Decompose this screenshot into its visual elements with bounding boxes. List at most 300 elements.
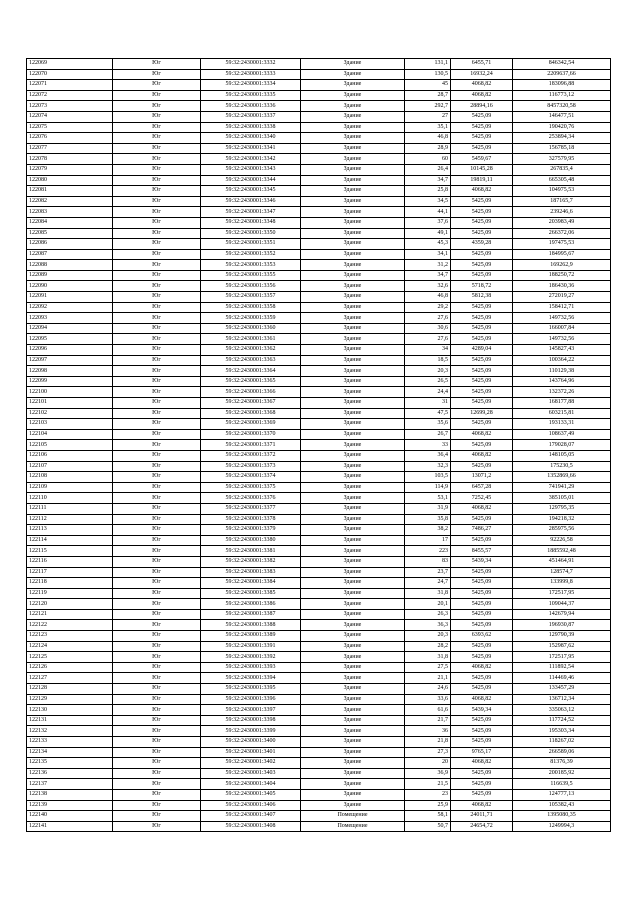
- object-type-cell: Здание: [301, 546, 405, 557]
- table-row: [27, 694, 611, 705]
- row-number-cell: 122107: [27, 461, 113, 472]
- object-type-cell: Здание: [301, 631, 405, 642]
- area-cell: 35,1: [405, 122, 451, 133]
- zone-cell: Юг: [113, 355, 201, 366]
- row-number-cell: 122137: [27, 779, 113, 790]
- table-row: [27, 143, 611, 154]
- zone-cell: Юг: [113, 186, 201, 197]
- cadastral-value-cell: 327579,95: [513, 154, 611, 165]
- row-number-cell: 122082: [27, 196, 113, 207]
- table-row: [27, 503, 611, 514]
- row-number-cell: 122099: [27, 376, 113, 387]
- cadastral-value-cell: 117724,52: [513, 715, 611, 726]
- specific-value-cell: 5425,09: [451, 143, 513, 154]
- specific-value-cell: 4289,04: [451, 345, 513, 356]
- zone-cell: Юг: [113, 196, 201, 207]
- object-type-cell: Здание: [301, 323, 405, 334]
- table-row: [27, 122, 611, 133]
- zone-cell: Юг: [113, 578, 201, 589]
- zone-cell: Юг: [113, 461, 201, 472]
- area-cell: 58,1: [405, 811, 451, 822]
- table-row: [27, 684, 611, 695]
- object-type-cell: Здание: [301, 450, 405, 461]
- table-row: [27, 366, 611, 377]
- specific-value-cell: 5425,09: [451, 366, 513, 377]
- cadastral-number-cell: 59:32:2430001:3373: [201, 461, 301, 472]
- cadastral-value-cell: 105382,43: [513, 800, 611, 811]
- object-type-cell: Здание: [301, 90, 405, 101]
- area-cell: 27,5: [405, 662, 451, 673]
- area-cell: 24,6: [405, 684, 451, 695]
- cadastral-value-cell: 109044,37: [513, 599, 611, 610]
- cadastral-number-cell: 59:32:2430001:3333: [201, 69, 301, 80]
- zone-cell: Юг: [113, 609, 201, 620]
- area-cell: 34: [405, 345, 451, 356]
- table-row: [27, 260, 611, 271]
- object-type-cell: Здание: [301, 578, 405, 589]
- row-number-cell: 122087: [27, 249, 113, 260]
- cadastral-value-cell: 149732,56: [513, 313, 611, 324]
- cadastral-number-cell: 59:32:2430001:3347: [201, 207, 301, 218]
- area-cell: 27,3: [405, 747, 451, 758]
- cadastral-number-cell: 59:32:2430001:3407: [201, 811, 301, 822]
- area-cell: 46,8: [405, 292, 451, 303]
- zone-cell: Юг: [113, 101, 201, 112]
- cadastral-value-cell: 184995,67: [513, 249, 611, 260]
- table-row: [27, 186, 611, 197]
- cadastral-value-cell: 186430,36: [513, 281, 611, 292]
- area-cell: 83: [405, 556, 451, 567]
- cadastral-number-cell: 59:32:2430001:3334: [201, 80, 301, 91]
- table-row: [27, 281, 611, 292]
- object-type-cell: Здание: [301, 366, 405, 377]
- cadastral-number-cell: 59:32:2430001:3396: [201, 694, 301, 705]
- cadastral-number-cell: 59:32:2430001:3344: [201, 175, 301, 186]
- object-type-cell: Здание: [301, 408, 405, 419]
- row-number-cell: 122106: [27, 450, 113, 461]
- specific-value-cell: 7252,45: [451, 493, 513, 504]
- specific-value-cell: 5459,67: [451, 154, 513, 165]
- zone-cell: Юг: [113, 641, 201, 652]
- row-number-cell: 122118: [27, 578, 113, 589]
- object-type-cell: Здание: [301, 302, 405, 313]
- object-type-cell: Здание: [301, 800, 405, 811]
- cadastral-number-cell: 59:32:2430001:3363: [201, 355, 301, 366]
- row-number-cell: 122128: [27, 684, 113, 695]
- object-type-cell: Здание: [301, 588, 405, 599]
- zone-cell: Юг: [113, 440, 201, 451]
- object-type-cell: Здание: [301, 292, 405, 303]
- area-cell: 35,6: [405, 419, 451, 430]
- specific-value-cell: 5425,09: [451, 684, 513, 695]
- specific-value-cell: 4068,82: [451, 450, 513, 461]
- cadastral-value-cell: 118267,02: [513, 737, 611, 748]
- cadastral-number-cell: 59:32:2430001:3392: [201, 652, 301, 663]
- table-row: [27, 737, 611, 748]
- object-type-cell: Здание: [301, 673, 405, 684]
- cadastral-value-cell: 846342,54: [513, 59, 611, 70]
- zone-cell: Юг: [113, 450, 201, 461]
- specific-value-cell: 5425,09: [451, 313, 513, 324]
- object-type-cell: Здание: [301, 684, 405, 695]
- row-number-cell: 122073: [27, 101, 113, 112]
- cadastral-value-cell: 267835,4: [513, 164, 611, 175]
- table-row: [27, 493, 611, 504]
- table-row: [27, 440, 611, 451]
- cadastral-value-cell: 172517,95: [513, 588, 611, 599]
- cadastral-value-cell: 116639,5: [513, 779, 611, 790]
- object-type-cell: Здание: [301, 779, 405, 790]
- zone-cell: Юг: [113, 323, 201, 334]
- object-type-cell: Здание: [301, 249, 405, 260]
- specific-value-cell: 5425,09: [451, 620, 513, 631]
- cadastral-number-cell: 59:32:2430001:3361: [201, 334, 301, 345]
- area-cell: 27: [405, 111, 451, 122]
- zone-cell: Юг: [113, 408, 201, 419]
- row-number-cell: 122103: [27, 419, 113, 430]
- table-row: [27, 398, 611, 409]
- cadastral-number-cell: 59:32:2430001:3376: [201, 493, 301, 504]
- zone-cell: Юг: [113, 620, 201, 631]
- cadastral-value-cell: 136712,34: [513, 694, 611, 705]
- specific-value-cell: 4068,82: [451, 503, 513, 514]
- row-number-cell: 122095: [27, 334, 113, 345]
- zone-cell: Юг: [113, 292, 201, 303]
- specific-value-cell: 5425,09: [451, 334, 513, 345]
- table-row: [27, 207, 611, 218]
- cadastral-number-cell: 59:32:2430001:3377: [201, 503, 301, 514]
- cadastral-value-cell: 193133,31: [513, 419, 611, 430]
- cadastral-value-cell: 266372,06: [513, 228, 611, 239]
- object-type-cell: Здание: [301, 122, 405, 133]
- cadastral-value-cell: 156785,18: [513, 143, 611, 154]
- object-type-cell: Здание: [301, 228, 405, 239]
- cadastral-number-cell: 59:32:2430001:3397: [201, 705, 301, 716]
- table-row: [27, 154, 611, 165]
- object-type-cell: Здание: [301, 503, 405, 514]
- area-cell: 28,9: [405, 143, 451, 154]
- cadastral-number-cell: 59:32:2430001:3335: [201, 90, 301, 101]
- cadastral-number-cell: 59:32:2430001:3357: [201, 292, 301, 303]
- table-row: [27, 217, 611, 228]
- cadastral-value-cell: 272019,27: [513, 292, 611, 303]
- zone-cell: Юг: [113, 313, 201, 324]
- object-type-cell: Здание: [301, 281, 405, 292]
- area-cell: 114,9: [405, 482, 451, 493]
- specific-value-cell: 5425,09: [451, 122, 513, 133]
- cadastral-number-cell: 59:32:2430001:3405: [201, 789, 301, 800]
- specific-value-cell: 5425,09: [451, 578, 513, 589]
- object-type-cell: Здание: [301, 609, 405, 620]
- object-type-cell: Здание: [301, 768, 405, 779]
- cadastral-value-cell: 124777,13: [513, 789, 611, 800]
- specific-value-cell: 6393,62: [451, 631, 513, 642]
- area-cell: 24,7: [405, 578, 451, 589]
- cadastral-number-cell: 59:32:2430001:3374: [201, 472, 301, 483]
- cadastral-number-cell: 59:32:2430001:3368: [201, 408, 301, 419]
- cadastral-number-cell: 59:32:2430001:3338: [201, 122, 301, 133]
- cadastral-value-cell: 665305,48: [513, 175, 611, 186]
- row-number-cell: 122124: [27, 641, 113, 652]
- area-cell: 34,5: [405, 196, 451, 207]
- specific-value-cell: 5425,09: [451, 652, 513, 663]
- row-number-cell: 122077: [27, 143, 113, 154]
- row-number-cell: 122116: [27, 556, 113, 567]
- row-number-cell: 122090: [27, 281, 113, 292]
- zone-cell: Юг: [113, 514, 201, 525]
- table-row: [27, 525, 611, 536]
- row-number-cell: 122083: [27, 207, 113, 218]
- area-cell: 26,4: [405, 164, 451, 175]
- zone-cell: Юг: [113, 694, 201, 705]
- row-number-cell: 122126: [27, 662, 113, 673]
- zone-cell: Юг: [113, 747, 201, 758]
- zone-cell: Юг: [113, 69, 201, 80]
- specific-value-cell: 5425,09: [451, 398, 513, 409]
- object-type-cell: Здание: [301, 662, 405, 673]
- area-cell: 103,5: [405, 472, 451, 483]
- zone-cell: Юг: [113, 249, 201, 260]
- zone-cell: Юг: [113, 737, 201, 748]
- specific-value-cell: 13071,2: [451, 472, 513, 483]
- object-type-cell: Здание: [301, 80, 405, 91]
- specific-value-cell: 5425,09: [451, 768, 513, 779]
- zone-cell: Юг: [113, 588, 201, 599]
- area-cell: 60: [405, 154, 451, 165]
- cadastral-number-cell: 59:32:2430001:3404: [201, 779, 301, 790]
- area-cell: 26,7: [405, 429, 451, 440]
- cadastral-number-cell: 59:32:2430001:3351: [201, 239, 301, 250]
- zone-cell: Юг: [113, 143, 201, 154]
- zone-cell: Юг: [113, 567, 201, 578]
- object-type-cell: Здание: [301, 196, 405, 207]
- object-type-cell: Здание: [301, 164, 405, 175]
- area-cell: 32,3: [405, 461, 451, 472]
- table-row: [27, 631, 611, 642]
- cadastral-number-cell: 59:32:2430001:3385: [201, 588, 301, 599]
- table-row: [27, 546, 611, 557]
- row-number-cell: 122139: [27, 800, 113, 811]
- specific-value-cell: 12699,28: [451, 408, 513, 419]
- specific-value-cell: 5425,09: [451, 673, 513, 684]
- cadastral-number-cell: 59:32:2430001:3408: [201, 821, 301, 832]
- object-type-cell: Здание: [301, 715, 405, 726]
- specific-value-cell: 4068,82: [451, 186, 513, 197]
- specific-value-cell: 5425,09: [451, 302, 513, 313]
- object-type-cell: Здание: [301, 376, 405, 387]
- specific-value-cell: 5425,09: [451, 376, 513, 387]
- table-row: [27, 450, 611, 461]
- cadastral-value-cell: 169262,9: [513, 260, 611, 271]
- area-cell: 223: [405, 546, 451, 557]
- row-number-cell: 122110: [27, 493, 113, 504]
- specific-value-cell: 5425,09: [451, 641, 513, 652]
- table-body: [27, 59, 611, 832]
- row-number-cell: 122074: [27, 111, 113, 122]
- table-row: [27, 429, 611, 440]
- cadastral-value-cell: 603215,81: [513, 408, 611, 419]
- cadastral-number-cell: 59:32:2430001:3391: [201, 641, 301, 652]
- area-cell: 25,9: [405, 800, 451, 811]
- table-row: [27, 302, 611, 313]
- cadastral-number-cell: 59:32:2430001:3355: [201, 270, 301, 281]
- object-type-cell: Здание: [301, 175, 405, 186]
- row-number-cell: 122130: [27, 705, 113, 716]
- table-row: [27, 811, 611, 822]
- cadastral-number-cell: 59:32:2430001:3360: [201, 323, 301, 334]
- area-cell: 33,6: [405, 694, 451, 705]
- row-number-cell: 122136: [27, 768, 113, 779]
- zone-cell: Юг: [113, 599, 201, 610]
- row-number-cell: 122127: [27, 673, 113, 684]
- specific-value-cell: 5425,09: [451, 737, 513, 748]
- object-type-cell: Здание: [301, 429, 405, 440]
- cadastral-number-cell: 59:32:2430001:3332: [201, 59, 301, 70]
- specific-value-cell: 4068,82: [451, 694, 513, 705]
- row-number-cell: 122141: [27, 821, 113, 832]
- table-row: [27, 472, 611, 483]
- row-number-cell: 122119: [27, 588, 113, 599]
- cadastral-number-cell: 59:32:2430001:3401: [201, 747, 301, 758]
- zone-cell: Юг: [113, 281, 201, 292]
- cadastral-value-cell: 116773,12: [513, 90, 611, 101]
- area-cell: 31,8: [405, 588, 451, 599]
- object-type-cell: Здание: [301, 334, 405, 345]
- cadastral-number-cell: 59:32:2430001:3364: [201, 366, 301, 377]
- row-number-cell: 122125: [27, 652, 113, 663]
- specific-value-cell: 5425,09: [451, 609, 513, 620]
- table-row: [27, 228, 611, 239]
- cadastral-number-cell: 59:32:2430001:3367: [201, 398, 301, 409]
- object-type-cell: Здание: [301, 143, 405, 154]
- table-row: [27, 652, 611, 663]
- specific-value-cell: 5812,38: [451, 292, 513, 303]
- cadastral-number-cell: 59:32:2430001:3382: [201, 556, 301, 567]
- cadastral-number-cell: 59:32:2430001:3343: [201, 164, 301, 175]
- object-type-cell: Здание: [301, 747, 405, 758]
- row-number-cell: 122088: [27, 260, 113, 271]
- table-row: [27, 482, 611, 493]
- object-type-cell: Здание: [301, 652, 405, 663]
- table-row: [27, 514, 611, 525]
- zone-cell: Юг: [113, 472, 201, 483]
- area-cell: 33: [405, 440, 451, 451]
- specific-value-cell: 6455,71: [451, 59, 513, 70]
- row-number-cell: 122084: [27, 217, 113, 228]
- table-row: [27, 461, 611, 472]
- area-cell: 28,2: [405, 641, 451, 652]
- zone-cell: Юг: [113, 80, 201, 91]
- specific-value-cell: 4068,82: [451, 800, 513, 811]
- cadastral-value-cell: 111892,54: [513, 662, 611, 673]
- zone-cell: Юг: [113, 800, 201, 811]
- object-type-cell: Помещение: [301, 811, 405, 822]
- row-number-cell: 122104: [27, 429, 113, 440]
- specific-value-cell: 4359,28: [451, 239, 513, 250]
- table-row: [27, 133, 611, 144]
- area-cell: 24,4: [405, 387, 451, 398]
- object-type-cell: Здание: [301, 398, 405, 409]
- table-row: [27, 758, 611, 769]
- specific-value-cell: 5425,09: [451, 260, 513, 271]
- table-row: [27, 408, 611, 419]
- cadastral-number-cell: 59:32:2430001:3384: [201, 578, 301, 589]
- table-row: [27, 164, 611, 175]
- row-number-cell: 122111: [27, 503, 113, 514]
- object-type-cell: Здание: [301, 154, 405, 165]
- area-cell: 61,6: [405, 705, 451, 716]
- row-number-cell: 122117: [27, 567, 113, 578]
- cadastral-value-cell: 110129,38: [513, 366, 611, 377]
- zone-cell: Юг: [113, 133, 201, 144]
- specific-value-cell: 4068,82: [451, 758, 513, 769]
- zone-cell: Юг: [113, 556, 201, 567]
- area-cell: 292,7: [405, 101, 451, 112]
- cadastral-value-cell: 187165,7: [513, 196, 611, 207]
- table-row: [27, 90, 611, 101]
- cadastral-number-cell: 59:32:2430001:3346: [201, 196, 301, 207]
- row-number-cell: 122089: [27, 270, 113, 281]
- zone-cell: Юг: [113, 398, 201, 409]
- cadastral-value-cell: 133457,29: [513, 684, 611, 695]
- cadastral-number-cell: 59:32:2430001:3389: [201, 631, 301, 642]
- object-type-cell: Здание: [301, 59, 405, 70]
- table-row: [27, 175, 611, 186]
- cadastral-number-cell: 59:32:2430001:3340: [201, 133, 301, 144]
- row-number-cell: 122079: [27, 164, 113, 175]
- area-cell: 23,7: [405, 567, 451, 578]
- cadastral-value-cell: 100364,22: [513, 355, 611, 366]
- cadastral-value-cell: 129790,39: [513, 631, 611, 642]
- cadastral-value-cell: 158412,71: [513, 302, 611, 313]
- cadastral-number-cell: 59:32:2430001:3398: [201, 715, 301, 726]
- row-number-cell: 122138: [27, 789, 113, 800]
- area-cell: 44,1: [405, 207, 451, 218]
- area-cell: 50,7: [405, 821, 451, 832]
- object-type-cell: Здание: [301, 599, 405, 610]
- cadastral-value-table: [26, 58, 611, 832]
- cadastral-number-cell: 59:32:2430001:3381: [201, 546, 301, 557]
- zone-cell: Юг: [113, 59, 201, 70]
- cadastral-value-cell: 8457320,58: [513, 101, 611, 112]
- area-cell: 17: [405, 535, 451, 546]
- area-cell: 26,3: [405, 609, 451, 620]
- row-number-cell: 122115: [27, 546, 113, 557]
- cadastral-value-cell: 142679,94: [513, 609, 611, 620]
- cadastral-value-cell: 266589,06: [513, 747, 611, 758]
- cadastral-value-cell: 1352869,66: [513, 472, 611, 483]
- row-number-cell: 122122: [27, 620, 113, 631]
- cadastral-value-cell: 385105,01: [513, 493, 611, 504]
- area-cell: 31: [405, 398, 451, 409]
- table-row: [27, 578, 611, 589]
- table-row: [27, 789, 611, 800]
- object-type-cell: Здание: [301, 239, 405, 250]
- cadastral-number-cell: 59:32:2430001:3403: [201, 768, 301, 779]
- area-cell: 34,7: [405, 270, 451, 281]
- cadastral-value-cell: 179028,07: [513, 440, 611, 451]
- cadastral-value-cell: 114469,46: [513, 673, 611, 684]
- row-number-cell: 122135: [27, 758, 113, 769]
- cadastral-value-cell: 335063,12: [513, 705, 611, 716]
- object-type-cell: Здание: [301, 694, 405, 705]
- zone-cell: Юг: [113, 503, 201, 514]
- cadastral-number-cell: 59:32:2430001:3341: [201, 143, 301, 154]
- cadastral-value-cell: 1885592,48: [513, 546, 611, 557]
- specific-value-cell: 5425,09: [451, 196, 513, 207]
- cadastral-number-cell: 59:32:2430001:3362: [201, 345, 301, 356]
- area-cell: 27,6: [405, 334, 451, 345]
